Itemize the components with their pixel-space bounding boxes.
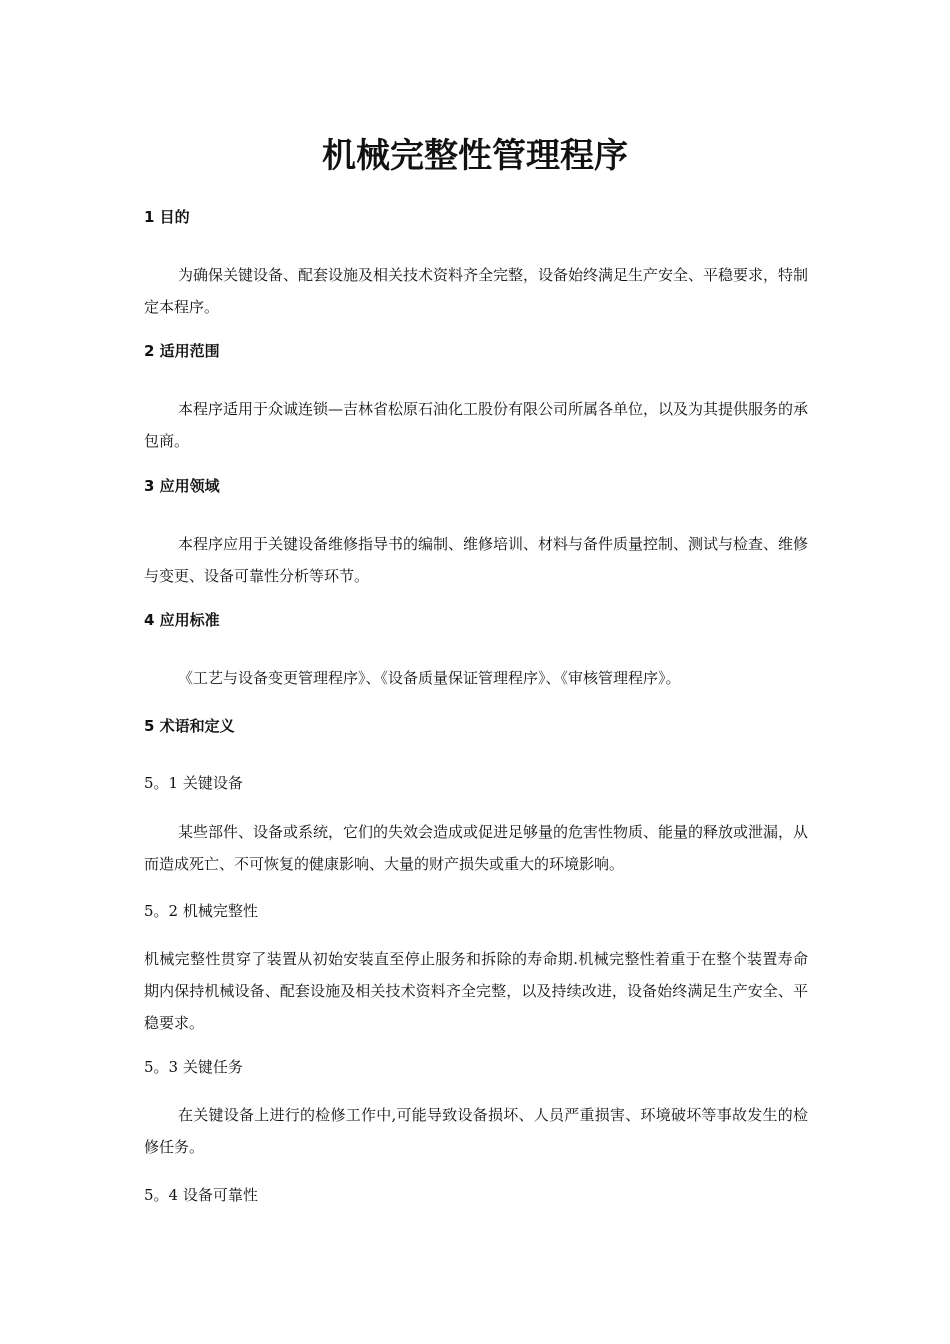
definition-label-critical-task: 5。3 关键任务	[144, 1058, 243, 1076]
definition-label-critical-equipment: 5。1 关键设备	[144, 774, 243, 792]
section-heading-standards: 4 应用标准	[144, 611, 220, 629]
section-heading-application-field: 3 应用领域	[144, 477, 220, 495]
definition-body-mechanical-integrity: 机械完整性贯穿了装置从初始安装直至停止服务和拆除的寿命期.机械完整性着重于在整个装置寿命期内保持机械设备、配套设施及相关技术资料齐全完整，以及持续改进，设备始终满足生产安全、平稳要求。	[144, 950, 808, 1032]
definition-body-critical-equipment: 某些部件、设备或系统，它们的失效会造成或促进足够量的危害性物质、能量的释放或泄漏，从而造成死亡、不可恢复的健康影响、大量的财产损失或重大的环境影响。	[144, 823, 809, 873]
section-body-purpose: 为确保关键设备、配套设施及相关技术资料齐全完整，设备始终满足生产安全、平稳要求，特制定本程序。	[144, 266, 809, 316]
document-title: 机械完整性管理程序	[322, 136, 628, 176]
definition-body-critical-task: 在关键设备上进行的检修工作中,可能导致设备损坏、人员严重损害、环境破坏等事故发生的检修任务。	[144, 1106, 808, 1156]
definition-label-mechanical-integrity: 5。2 机械完整性	[144, 902, 258, 920]
definition-label-equipment-reliability: 5。4 设备可靠性	[144, 1186, 258, 1204]
section-heading-terms: 5 术语和定义	[144, 717, 235, 735]
section-body-standards: 《工艺与设备变更管理程序》、《设备质量保证管理程序》、《审核管理程序》。	[178, 669, 681, 687]
section-body-application-field: 本程序应用于关键设备维修指导书的编制、维修培训、材料与备件质量控制、测试与检查、维修与变更、设备可靠性分析等环节。	[144, 535, 809, 585]
section-heading-scope: 2 适用范围	[144, 342, 220, 360]
section-body-scope: 本程序适用于众诚连锁—吉林省松原石油化工股份有限公司所属各单位，以及为其提供服务的承包商。	[144, 400, 809, 450]
section-heading-purpose: 1 目的	[144, 208, 190, 226]
